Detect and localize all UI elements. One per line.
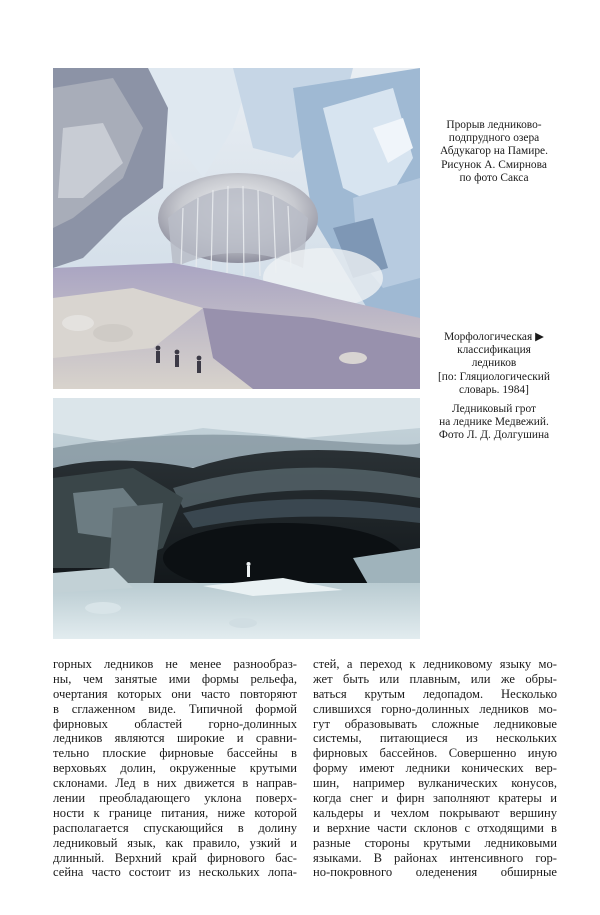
text-line: длинный. Верхний край фирнового бас-: [53, 850, 297, 865]
text-line: в сглаженном виде. Типичной формой: [53, 701, 297, 716]
text-line: ности к границе питания, ниже которой: [53, 805, 297, 820]
text-line: ны, чем занятые ими формы рельефа,: [53, 671, 297, 686]
text-line: и верхние части склонов с отходящими в: [313, 820, 557, 835]
body-text-right-column: [313, 657, 557, 880]
text-line: лении преобладающего уклона поверх-: [53, 791, 297, 806]
text-line: фирновых областей горно-долинных: [53, 716, 297, 731]
note-line: словарь. 1984]: [459, 383, 529, 396]
text-line: слившихся горно-долинных ледников мо-: [313, 701, 557, 716]
text-line: гут образовывать сложные ледниковые: [313, 716, 557, 731]
text-line: очертания которых они часто повторяют: [53, 686, 297, 701]
text-line: шин, например вулканических конусов,: [313, 776, 557, 791]
painting-artwork: [53, 68, 420, 389]
note-line: [по: Гляциологический: [438, 370, 550, 383]
body-text-left-column: [53, 657, 297, 880]
text-line: стей, а переход к ледниковому языку мо-: [313, 657, 557, 671]
caption-line: Рисунок А. Смирнова: [441, 158, 547, 171]
caption-line: по фото Сакса: [459, 171, 529, 184]
text-line: верховьях долин, окруженные крутыми: [53, 761, 297, 776]
text-line: ледников являются широкие и сравни-: [53, 731, 297, 746]
text-line: но-покровного оледенения обширные: [313, 865, 557, 880]
classification-note: [424, 331, 564, 397]
text-line: фирновых бассейнов. Совершенно иную: [313, 746, 557, 761]
text-line: сейна часто состоит из нескольких лопа-: [53, 865, 297, 880]
caption-line: Абдукагор на Памире.: [440, 145, 548, 158]
caption-line: на леднике Медвежий.: [439, 416, 549, 429]
text-line: склонами. Лед в них движется в направ-: [53, 776, 297, 791]
photo-artwork: [53, 398, 420, 639]
bottom-figure-caption: [424, 403, 564, 443]
text-line: горных ледников не менее разнообраз-: [53, 657, 297, 671]
top-figure-caption: [424, 119, 564, 185]
note-line: Морфологическая ▶: [444, 331, 544, 343]
note-line: ледников: [471, 357, 517, 370]
caption-line: Ледниковый грот: [451, 403, 537, 415]
caption-line: Прорыв ледниково-: [446, 119, 542, 131]
text-line: разные стороны крутыми ледниковыми: [313, 835, 557, 850]
text-line: языками. В районах интенсивного гор-: [313, 850, 557, 865]
text-line: жет быть или плавным, или же обры-: [313, 671, 557, 686]
caption-line: подпрудного озера: [448, 132, 540, 145]
text-line: когда снег и фирн заполняют кратеры и: [313, 791, 557, 806]
text-line: ледниковый язык, как правило, узкий и: [53, 835, 297, 850]
caption-line: Фото Л. Д. Долгушина: [438, 429, 550, 442]
glacial-lake-outburst-painting: [53, 68, 420, 389]
ice-grotto-photo: [53, 398, 420, 639]
text-line: форму имеют ледники конических вер-: [313, 761, 557, 776]
text-line: тельно плоские фирновые бассейны в: [53, 746, 297, 761]
note-line: классификация: [457, 344, 531, 357]
text-line: кальдеры и чехлом покрывают вершину: [313, 805, 557, 820]
text-line: ваться крутым ледопадом. Несколько: [313, 686, 557, 701]
text-line: располагается спускающийся в долину: [53, 820, 297, 835]
text-line: системы, питающиеся из нескольких: [313, 731, 557, 746]
